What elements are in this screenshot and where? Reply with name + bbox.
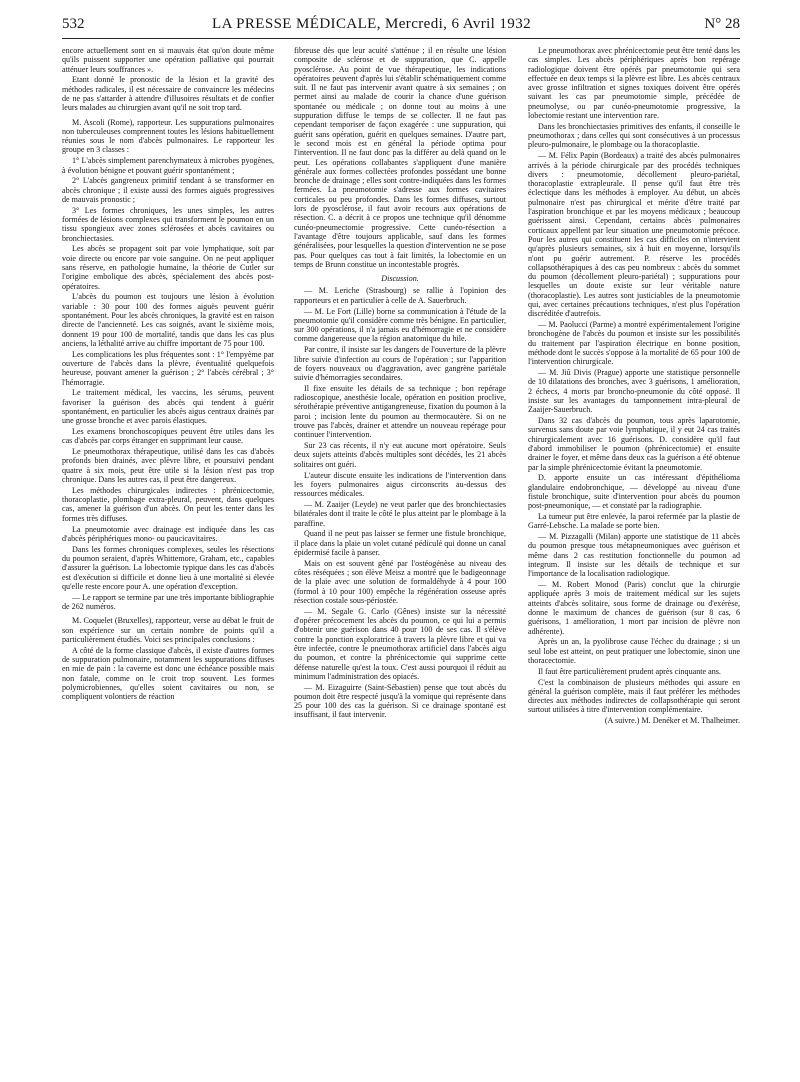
paragraph: M. Ascoli (Rome), rapporteur. Les suppurations pulmonaires non tuberculeuses comprennent toutes les lésions habituellement réunies sous le nom d'abcès pulmonaires. Le rapporteur les groupe en 3 classes : bbox=[62, 117, 274, 155]
paragraph: — M. Paolucci (Parme) a montré expérimentalement l'origine bronchogène de l'abcès du poumon et insiste sur les possibilités du traitement par l'aspiration électrique en bonne position, méthode dont le succès s'oppose à la mortalité de 65 pour 100 de l'intervention chirurgicale. bbox=[528, 320, 740, 367]
paragraph: — M. Eizaguirre (Saint-Sébastien) pense que tout abcès du poumon doit être respecté jusqu'à la vomique qui représente dans 25 pour 100 des cas la guérison. Si ce drainage spontané est insuffisant, il faut intervenir. bbox=[294, 682, 506, 720]
paragraph: Le pneumothorax avec phrénicectomie peut être tenté dans les cas simples. Les abcès périphériques après bon repérage radiologique doivent être opérés par pneumotomie qui sera effectuée en deux temps si la plèvre est libre. Les abcès centraux avec grosse infiltration et signes toxiques doivent être opérés suivant les cas par pneumotomie simple, précédée de pneumolyse, ou par cunéo-pneumotomie progressive, la lobectomie restant une intervention rare. bbox=[528, 46, 740, 121]
paragraph: — M. Le Fort (Lille) borne sa communication à l'étude de la pneumotomie qu'il considère comme très bénigne. En particulier, sur 300 opérations, il n'a jamais eu d'hémorragie et ne considère comme dangereuse que la région anatomique du hile. bbox=[294, 306, 506, 344]
issue-number: N° 28 bbox=[704, 16, 740, 32]
paragraph: Dans 32 cas d'abcès du poumon, tous après laparotomie, survenus sans doute par voie lymphatique, il y eut 24 cas traités chirurgicalement avec 16 guérisons. D. considère qu'il faut d'abord immobiliser le poumon (phrénicectomie) et ensuite drainer le foyer, et même dans deux cas la guérison a été obtenue par la simple phrénicectomie évitant la pneumotomie. bbox=[528, 416, 740, 472]
paragraph: Dans les formes chroniques complexes, seules les résections du poumon seraient, d'après Whittemore, Graham, etc., capables d'assurer la guérison. La lobectomie typique dans les cas d'abcès est d'exécution si difficile et donne lieu à une mortalité si élevée qu'elle reste encore pour A. une opération d'exception. bbox=[62, 544, 274, 591]
paragraph: fibreuse dès que leur acuité s'atténue ; il en résulte une lésion composite de sclérose et de suppuration, que C. appelle pyosclérose. Au point de vue thérapeutique, les indications opératoires peuvent d'après lui s'établir schématiquement comme suit. Il ne faut pas intervenir avant quatre à six semaines ; on permet ainsi au malade de courir la chance d'une guérison spontanée ou médicale ; on donne tout au moins à une suppuration diffuse le temps de se collecter. Il ne faut pas cependant temporiser de façon exagérée : une suppuration, qui guérit sans opération, guérit en quelques semaines. D'autre part, le second mois est en général la période optima pour l'intervention. Il ne faut donc pas la différer au delà quand on le peut. Les opérations collabantes s'appliquent d'une manière générale aux formes collectées profondes possédant une bonne bronche de drainage ; elles sont contre-indiquées dans les formes fermées. La pneumotomie s'adresse aux formes cavitaires corticales ou peu profondes. Dans les formes diffuses, surtout lors de pyosclérose, il faut avoir recours aux opérations de résection. C. a décrit à ce propos une technique qu'il dénomme cunéo-pneumectomie progressive. Cette cunéo-résection a l'avantage d'être toujours applicable, sauf dans les formes généralisées, pour lesquelles la question d'intervention ne se pose pas. Pour quelques cas tout à fait limités, la lobectomie en un temps de Brunn constitue un incontestable progrès. bbox=[294, 46, 506, 269]
paragraph: Mais on est souvent gêné par l'ostéogénèse au niveau des côtes réséquées ; son élève Meisz a montré que le badigeonnage de la plaie avec une solution de formaldéhyde à 4 pour 100 (formol à 10 pour 100) empêche la régénération osseuse après résection costale sous-périostée. bbox=[294, 558, 506, 605]
paragraph: — M. Zaaijer (Leyde) ne veut parler que des bronchiectasies bilatérales dont il traite le côté le plus atteint par le plombage à la paraffine. bbox=[294, 499, 506, 528]
paragraph: 1° L'abcès simplement parenchymateux à microbes pyogènes, à évolution bénigne et pouvant guérir spontanément ; bbox=[62, 156, 274, 175]
paragraph: — M. Segale G. Carlo (Gênes) insiste sur la nécessité d'opérer précocement les abcès du poumon, ce qui lui a permis d'obtenir une guérison dans 40 pour 100 de ses cas. Il s'élève contre la ponction exploratrice à travers la plèvre libre et qui va être infectée, contre le pneumothorax artificiel dans l'abcès aigu du poumon, et contre la phrénicectomie qui supprime cette défense naturelle qu'est la toux. C'est aussi pourquoi il réduit au minimum l'administration des opiacés. bbox=[294, 606, 506, 681]
text-column-1 bbox=[62, 46, 274, 703]
paragraph: Il faut être particulièrement prudent après cinquante ans. bbox=[538, 666, 721, 676]
paragraph: L'abcès du poumon est toujours une lésion à évolution variable : 30 pour 100 des formes aiguës peuvent guérir spontanément. Pour les abcès chroniques, la gravité est en raison directe de l'ancienneté. Les cas soignés, avant le sixième mois, donnent 19 pour 100 de mortalité, tandis que dans les cas plus anciens, la léthalité arrive au chiffre important de 75 pour 100. bbox=[62, 292, 274, 348]
paragraph: — M. Pizzagalli (Milan) apporte une statistique de 11 abcès du poumon presque tous métapneumoniques avec guérison et même dans 2 cas restitution fonctionnelle du poumon ad integrum. Il insiste sur les détails de technique et sur l'importance de la localisation radiologique. bbox=[528, 532, 740, 579]
paragraph: La pneumotomie avec drainage est indiquée dans les cas d'abcès périphériques mono- ou paucicavitaires. bbox=[62, 524, 274, 543]
paragraph: A côté de la forme classique d'abcès, il existe d'autres formes de suppuration pulmonaire, notamment les suppurations diffuses en mie de pain : la caverne est donc une échéance possible mais non fatale, comme on le croit trop souvent. Les formes polymicrobiennes, qu'elles soient cavitaires ou non, se compliquent volontiers de réaction bbox=[62, 645, 274, 702]
running-header bbox=[62, 10, 740, 39]
paragraph: Le pneumothorax thérapeutique, utilisé dans les cas d'abcès profonds bien drainés, avec plèvre libre, et poursuivi pendant quatre à six mois, peut être utile si la lésion n'est pas trop chronique. Dans les autres cas, il peut être dangereux. bbox=[62, 447, 274, 485]
paragraph: L'auteur discute ensuite les indications de l'intervention dans les foyers pulmonaires aigus circonscrits au-dessus des ressources médicales. bbox=[294, 470, 506, 499]
paragraph: — M. Jiû Divis (Prague) apporte une statistique personnelle de 10 dilatations des bronches, avec 3 guérisons, 1 amélioration, 2 échecs, 4 morts par broncho-pneumonie du côté opposé. Il insiste sur les avantages du tamponnement intra-pleural de Zaaijer-Sauerbruch. bbox=[528, 368, 740, 415]
paragraph: 2° L'abcès gangreneux primitif tendant à se transformer en abcès chronique ; il existe aussi des formes aiguës progressives de mauvais pronostic ; bbox=[62, 176, 274, 204]
paragraph: Les abcès se propagent soit par voie lymphatique, soit par voie directe ou encore par voie sanguine. On ne peut appliquer sans réserve, en pathologie humaine, la théorie de Cutler sur l'origine embolique des abcès, spécialement des abcès post-opératoires. bbox=[62, 244, 274, 291]
paragraph: — Le rapport se termine par une très importante bibliographie de 262 numéros. bbox=[62, 592, 274, 611]
paragraph: — M. Félix Papin (Bordeaux) a traité des abcès pulmonaires arrivés à la période chirurgicale par des procédés techniques divers : pneumotomie, décollement pleuro-pariétal, thoracoplastie extrapleurale. Il pense qu'il faut être très éclectique dans les méthodes à employer. Au début, un abcès pulmonaire n'est pas chirurgical et mérite d'être traité par l'aspiration bronchique et par les moyens médicaux ; beaucoup guérissent ainsi. Cependant, certains abcès pulmonaires corticaux appellent par leur situation une pneumotomie précoce. Pour les autres qui constituent les cas difficiles on n'intervient qu'après plusieurs semaines, six à huit en moyenne, lorsqu'ils n'ont pu guérir autrement. P. réserve les procédés collapsothérapiques à des cas peu nombreux : abcès du sommet du poumon (décollement pleuro-pariétal) ; suppurations pour lesquelles un doute existe sur leur véritable nature (thoracoplastie). Les autres sont justiciables de la pneumotomie qui, avec certaines précautions techniques, n'est plus l'opération discréditée d'autrefois. bbox=[528, 151, 740, 319]
paragraph: Le traitement médical, les vaccins, les sérums, peuvent favoriser la guérison des abcès qui tendent à guérir spontanément, en particulier les abcès aigus centraux drainés par une grosse bronche et avec parois élastiques. bbox=[62, 388, 274, 426]
paragraph: La tumeur put être enlevée, la paroi refermée par la plastie de Garré-Lebsche. La malade se porte bien. bbox=[528, 512, 740, 531]
paragraph: Après un an, la pyolibrose cause l'échec du drainage ; si un seul lobe est atteint, on peut pratiquer une lobectomie, sinon une thoracectomie. bbox=[528, 637, 740, 665]
paragraph: Les méthodes chirurgicales indirectes : phrénicectomie, thoracoplastie, plombage extra-pleural, peuvent, dans quelques cas, amener la guérison d'un abcès. On peut les tenter dans les formes très diffuses. bbox=[62, 485, 274, 523]
paragraph: Les complications les plus fréquentes sont : 1° l'empyème par ouverture de l'abcès dans la plèvre, éventualité quelquefois heureuse, pouvant amener la guérison ; 2° l'abcès cérébral ; 3° l'hémorragie. bbox=[62, 349, 274, 387]
journal-title: LA PRESSE MÉDICALE, Mercredi, 6 Avril 1932 bbox=[212, 16, 532, 32]
paragraph: C'est la combinaison de plusieurs méthodes qui assure en général la guérison complète, mais il faut préférer les méthodes directes aux méthodes indirectes de collapsothérapie qui seront surtout utilisées à titre d'intervention complémentaire. bbox=[528, 677, 740, 715]
paragraph: Quand il ne peut pas laisser se fermer une fistule bronchique, il place dans la plaie un volet cutané pédiculé qui donne un canal épidermisé facile à panser. bbox=[294, 529, 506, 557]
paragraph: D. apporte ensuite un cas intéressant d'épithélioma glandulaire endobronchique, — développé au niveau d'une fistule bronchique, suite d'intervention pour abcès du poumon post-pneumonique, — et constaté par la radiographie. bbox=[528, 473, 740, 511]
paragraph: 3° Les formes chroniques, les unes simples, les autres formées de lésions complexes qui transforment le poumon en un tissu spongieux avec zones sclérosées et abcès cavitaires ou bronchiectasies. bbox=[62, 205, 274, 243]
paragraph: — M. Leriche (Strasbourg) se rallie à l'opinion des rapporteurs et en particulier à celle de A. Sauerbruch. bbox=[294, 286, 506, 305]
paragraph: encore actuellement sont en si mauvais état qu'on doute même qu'ils puissent supporter une opération palliative qui pourrait atténuer leurs souffrances ». bbox=[62, 46, 274, 74]
paragraph: Sur 23 cas récents, il n'y eut aucune mort opératoire. Seuls deux sujets atteints d'abcès multiples sont décédés, les 21 abcès solitaires ont guéri. bbox=[294, 441, 506, 469]
paragraph: Les examens bronchoscopiques peuvent être utiles dans les cas d'abcès par corps étranger en supprimant leur cause. bbox=[62, 427, 274, 446]
paragraph: M. Coquelet (Bruxelles), rapporteur, verse au débat le fruit de son expérience sur un certain nombre de points qu'il a particulièrement étudiés. Voici ses principales conclusions : bbox=[62, 616, 274, 644]
paragraph: Il fixe ensuite les détails de sa technique ; bon repérage radioscopique, anesthésie locale, opération en position proclive, sérothérapie préventive antigangreneuse, fixation du poumon à la paroi ; incision lente du poumon au thermocautère. Si on ne trouve pas l'abcès, drainer et attendre un nouveau repérage pour continuer l'intervention. bbox=[294, 383, 506, 440]
section-heading: Discussion. bbox=[381, 274, 419, 284]
text-column-3 bbox=[528, 46, 740, 727]
paragraph: — M. Robert Monod (Paris) conclut que la chirurgie appliquée après 3 mois de traitement médical sur les sujets atteints d'abcès solitaire, sous forme de drainage ou d'exérèse, donne le maximum de chances de guérison (sur 8 cas, 6 guérisons, 1 amélioration, 1 mort par incision de plèvre non adhérente). bbox=[528, 580, 740, 636]
author-signature: (A suivre.) M. Denéker et M. Thalheimer. bbox=[604, 716, 740, 726]
text-column-2 bbox=[294, 46, 506, 721]
paragraph: Par contre, il insiste sur les dangers de l'ouverture de la plèvre libre suivie d'infection au cours de l'opération ; sur l'apparition de foyers nouveaux ou d'aggravation, avec gangrène pariétale suivie d'hémorragies secondaires. bbox=[294, 345, 506, 383]
paragraph: Dans les bronchiectasies primitives des enfants, il conseille le pneumothorax ; dans celles qui sont consécutives à un processus pleuro-pulmonaire, le plombage ou la thoracoplastie. bbox=[528, 121, 740, 150]
paragraph: Etant donné le pronostic de la lésion et la gravité des méthodes radicales, il est nécessaire de convaincre les médecins de ne pas s'attarder à attendre d'illusoires résultats et de confier leurs malades au chirurgien avant qu'il ne soit trop tard. bbox=[62, 75, 274, 113]
page-number: 532 bbox=[62, 16, 85, 32]
